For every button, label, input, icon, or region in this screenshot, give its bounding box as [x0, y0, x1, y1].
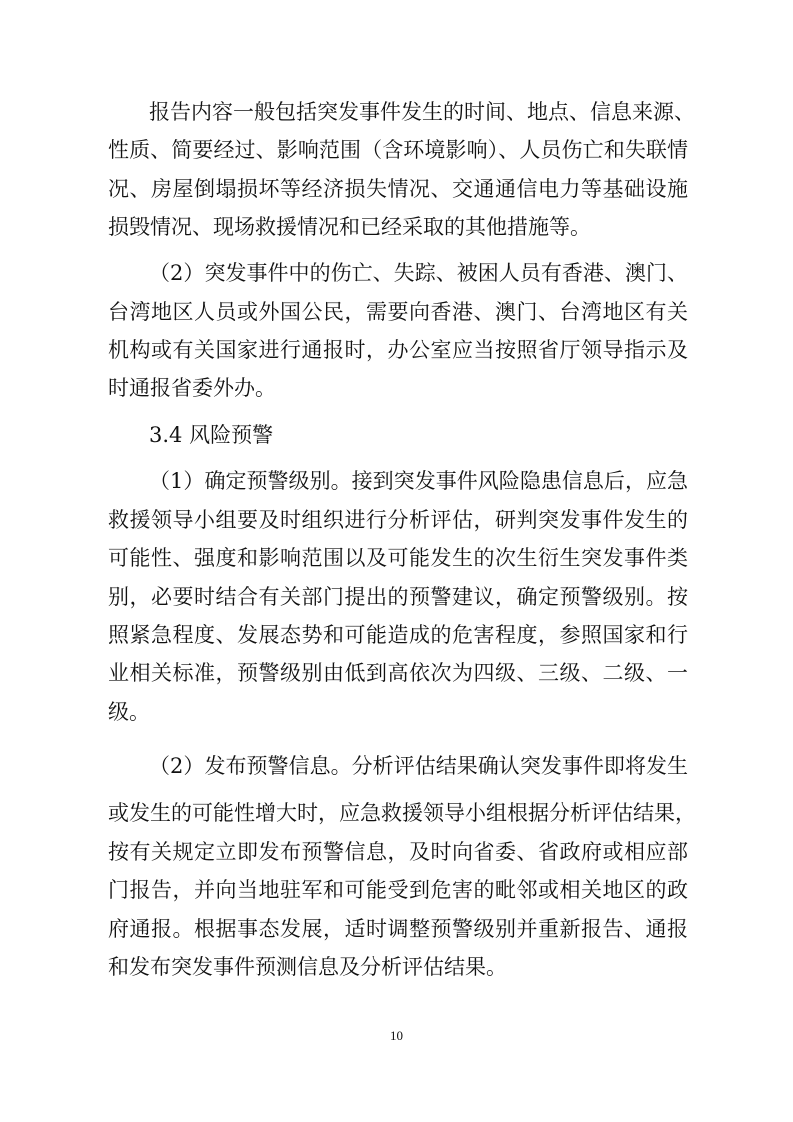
- text-line: 台湾地区人员或外国公民，需要向香港、澳门、台湾地区有关: [108, 300, 688, 324]
- text-line: 3.4 风险预警: [149, 423, 274, 447]
- text-line: 况、房屋倒塌损坏等经济损失情况、交通通信电力等基础设施: [108, 177, 688, 201]
- text-line: 府通报。根据事态发展，适时调整预警级别并重新报告、通报: [108, 917, 688, 941]
- text-line: 损毁情况、现场救援情况和已经采取的其他措施等。: [108, 215, 591, 239]
- text-line: 报告内容一般包括突发事件发生的时间、地点、信息来源、: [149, 100, 695, 124]
- text-line: 机构或有关国家进行通报时，办公室应当按照省厅领导指示及: [108, 338, 688, 362]
- text-line: （2）突发事件中的伤亡、失踪、被困人员有香港、澳门、: [149, 261, 688, 285]
- text-line: 时通报省委外办。: [108, 376, 276, 400]
- text-line: 救援领导小组要及时组织进行分析评估，研判突发事件发生的: [108, 508, 688, 532]
- page-number: 10: [390, 1028, 403, 1043]
- text-line: 可能性、强度和影响范围以及可能发生的次生衍生突发事件类: [108, 546, 688, 570]
- text-line: 别，必要时结合有关部门提出的预警建议，确定预警级别。按: [108, 585, 688, 609]
- text-line: 按有关规定立即发布预警信息，及时向省委、省政府或相应部: [108, 840, 688, 864]
- text-line: 业相关标准，预警级别由低到高依次为四级、三级、二级、一: [108, 661, 688, 685]
- text-line: 性质、简要经过、影响范围（含环境影响）、人员伤亡和失联情: [108, 138, 688, 162]
- text-line: （1）确定预警级别。接到突发事件风险隐患信息后，应急: [149, 469, 688, 493]
- text-line: 级。: [108, 700, 150, 724]
- text-line: （2）发布预警信息。分析评估结果确认突发事件即将发生: [149, 754, 688, 778]
- text-line: 门报告，并向当地驻军和可能受到危害的毗邻或相关地区的政: [108, 878, 688, 902]
- text-line: 或发生的可能性增大时，应急救援领导小组根据分析评估结果，: [108, 801, 696, 825]
- text-line: 和发布突发事件预测信息及分析评估结果。: [108, 955, 507, 979]
- text-line: 照紧急程度、发展态势和可能造成的危害程度，参照国家和行: [108, 623, 688, 647]
